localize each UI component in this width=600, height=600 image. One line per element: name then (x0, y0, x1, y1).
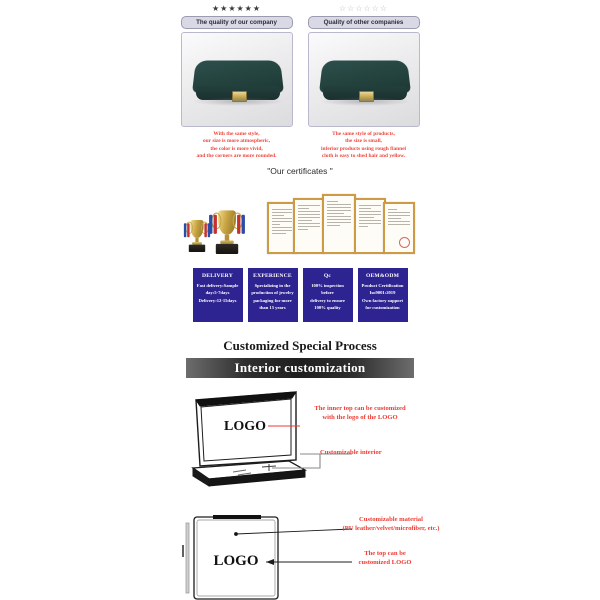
trophy-icon (216, 210, 238, 254)
feature-title: EXPERIENCE (253, 273, 292, 279)
feature-card-experience (248, 268, 298, 322)
comparison-column-ours (179, 0, 294, 161)
comparison-column-others (306, 0, 421, 161)
trophy-base (189, 245, 205, 252)
document-text-lines (272, 209, 292, 236)
label-our-company: The quality of our company (181, 16, 293, 29)
ribbon (204, 223, 206, 237)
certificate-documents (267, 194, 417, 254)
document-text-lines (327, 201, 351, 228)
feature-body: Product Certification Iso9001:2019 Own factory support for customization (361, 283, 404, 311)
box-shadow (192, 97, 284, 106)
exterior-customization-diagram (0, 505, 600, 600)
certificates-title: "Our certificates " (267, 166, 333, 176)
interior-customization-banner: Interior customization (186, 358, 414, 378)
feature-body: Specializing in the production of jewelry packaging for more than 15 years (251, 283, 294, 311)
quality-comparison-section (0, 0, 600, 161)
annotation-inner-top-logo: The inner top can be customized with the logo of the LOGO (314, 405, 406, 421)
open-box-line-art (0, 382, 600, 492)
comparison-caption-ours: With the same style, our size is more atmospheric, the color is more vivid, and the corners are more rounded. (196, 131, 277, 160)
ribbon (214, 215, 217, 234)
certificate-document (293, 198, 325, 254)
feature-title: OEM&ODM (365, 273, 400, 279)
certificates-section (0, 188, 600, 254)
annotation-customizable-material: Customizable material (PU leather/velvet/microfiber, etc.) (342, 516, 440, 532)
annotation-customizable-interior: Customizable interior (320, 449, 382, 456)
feature-title: DELIVERY (202, 273, 233, 279)
certificate-document (383, 202, 415, 254)
ribbon (237, 215, 240, 234)
document-text-lines (298, 205, 320, 232)
product-photo-ours (181, 32, 293, 127)
trophy-icon (189, 220, 205, 252)
feature-body: 100% inspection before delivery to ensure 100% quality (310, 283, 345, 311)
feature-badges-row (0, 268, 600, 322)
annotation-top-customized-logo: The top can be customized LOGO (358, 550, 412, 566)
certificate-document (354, 198, 386, 254)
feature-card-oem-odm (358, 268, 408, 322)
product-photo-others (308, 32, 420, 127)
document-text-lines (388, 209, 410, 227)
interior-logo-text: LOGO (223, 419, 267, 434)
document-text-lines (359, 205, 381, 229)
trophy-base (216, 244, 238, 254)
interior-customization-diagram (0, 382, 600, 492)
ribbon (209, 215, 212, 234)
star-rating-ours: ★★★★★★ (211, 4, 262, 13)
ribbon (184, 223, 186, 237)
box-shadow (319, 97, 411, 106)
exterior-logo-text: LOGO (213, 553, 259, 569)
feature-card-qc (303, 268, 353, 322)
feature-body: Fast delivery:Sample day:5-7days Delivery:12-15days (196, 283, 239, 303)
feature-title: Qc (323, 273, 332, 279)
customized-process-title: Customized Special Process (223, 338, 377, 353)
label-other-companies: Quality of other companies (308, 16, 420, 29)
certificate-document (322, 194, 356, 254)
comparison-caption-others: The same style of products, the size is small, inferior products using rough flannel cloth is easy to shed hair and yellow. (320, 131, 407, 160)
red-seal-icon (399, 237, 410, 248)
ribbon (187, 223, 189, 237)
ribbon (242, 215, 245, 234)
star-rating-others: ☆☆☆☆☆☆ (338, 4, 389, 13)
trophy-group (183, 188, 261, 254)
feature-card-delivery (193, 268, 243, 322)
